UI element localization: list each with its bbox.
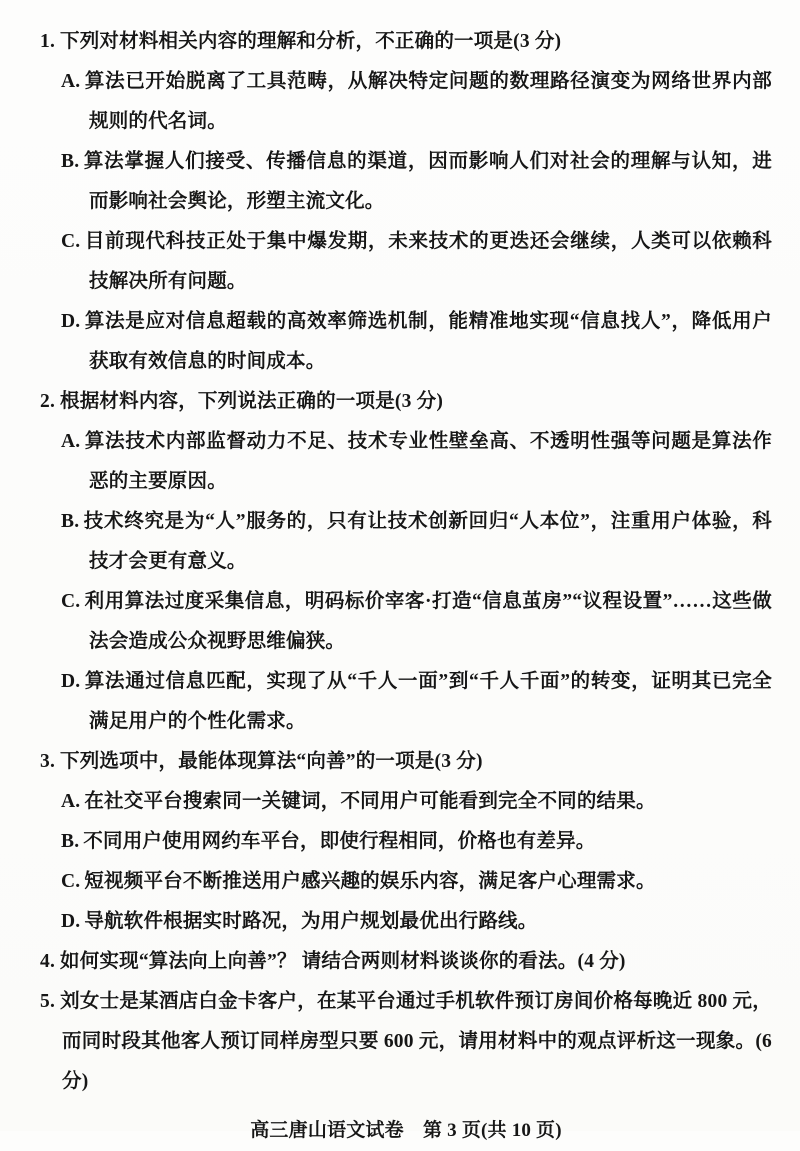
option-text: 目前现代科技正处于集中爆发期，未来技术的更迭还会继续，人类可以依赖科技解决所有问题。: [84, 231, 772, 292]
option-label: A.: [61, 431, 81, 452]
option-label: D.: [61, 311, 81, 332]
question-stem-text: 刘女士是某酒店白金卡客户，在某平台通过手机软件预订房间价格每晚近 800 元，而同时段其他客人预订同样房型只要 600 元，请用材料中的观点评析这一现象。(6 分): [60, 991, 772, 1092]
option-text: 算法通过信息匹配，实现了从“千人一面”到“千人千面”的转变，证明其已完全满足用户的个性化需求。: [84, 671, 772, 732]
option-3a: [61, 782, 772, 822]
option-3d: [61, 902, 772, 942]
option-text: 算法掌握人们接受、传播信息的渠道，因而影响人们对社会的理解与认知，进而影响社会舆论，形塑主流文化。: [83, 151, 772, 212]
option-3c: [61, 862, 772, 902]
question-stem: [40, 742, 772, 782]
question-number: 4.: [40, 951, 56, 972]
question-stem-text: 根据材料内容，下列说法正确的一项是(3 分): [60, 391, 444, 412]
option-label: D.: [61, 911, 81, 932]
option-label: A.: [61, 791, 81, 812]
option-text: 导航软件根据实时路况，为用户规划最优出行路线。: [84, 911, 538, 932]
option-label: B.: [61, 151, 80, 172]
option-text: 技术终究是为“人”服务的，只有让技术创新回归“人本位”，注重用户体验，科技才会更有意义。: [83, 511, 772, 572]
question-number: 1.: [40, 31, 56, 52]
option-text: 利用算法过度采集信息，明码标价宰客·打造“信息茧房”“议程设置”……这些做法会造成公众视野思维偏狭。: [84, 591, 772, 652]
question-stem: [40, 942, 772, 982]
option-1a: [61, 62, 772, 142]
option-text: 在社交平台搜索同一关键词，不同用户可能看到完全不同的结果。: [84, 791, 656, 812]
option-text: 不同用户使用网约车平台，即使行程相同，价格也有差异。: [83, 831, 596, 852]
option-1b: [61, 142, 772, 222]
option-text: 算法技术内部监督动力不足、技术专业性壁垒高、不透明性强等问题是算法作恶的主要原因。: [84, 431, 772, 492]
question-number: 5.: [40, 991, 56, 1012]
option-2c: [61, 582, 772, 662]
option-3b: [61, 822, 772, 862]
option-2d: [61, 662, 772, 742]
option-1d: [61, 302, 772, 382]
option-label: D.: [61, 671, 81, 692]
option-text: 算法是应对信息超载的高效率筛选机制，能精准地实现“信息找人”，降低用户获取有效信息的时间成本。: [84, 311, 772, 372]
page-footer: 高三唐山语文试卷 第 3 页(共 10 页): [250, 1120, 562, 1141]
option-text: 短视频平台不断推送用户感兴趣的娱乐内容，满足客户心理需求。: [84, 871, 656, 892]
question-5: [40, 982, 772, 1102]
question-stem: [40, 382, 772, 422]
option-label: C.: [61, 231, 81, 252]
question-number: 3.: [40, 751, 56, 772]
option-2b: [61, 502, 772, 582]
option-label: B.: [61, 511, 80, 532]
question-stem-text: 下列对材料相关内容的理解和分析，不正确的一项是(3 分): [60, 31, 562, 52]
option-2a: [61, 422, 772, 502]
question-stem: [40, 22, 772, 62]
option-label: C.: [61, 871, 81, 892]
question-stem: [40, 982, 772, 1102]
option-text: 算法已开始脱离了工具范畴，从解决特定问题的数理路径演变为网络世界内部规则的代名词。: [84, 71, 772, 132]
question-1: [40, 22, 772, 382]
question-3: [40, 742, 772, 942]
option-label: B.: [61, 831, 80, 852]
option-label: C.: [61, 591, 81, 612]
question-stem-text: 如何实现“算法向上向善”？ 请结合两则材料谈谈你的看法。(4 分): [60, 951, 626, 972]
question-stem-text: 下列选项中，最能体现算法“向善”的一项是(3 分): [60, 751, 483, 772]
option-1c: [61, 222, 772, 302]
option-label: A.: [61, 71, 81, 92]
question-number: 2.: [40, 391, 56, 412]
question-4: [40, 942, 772, 982]
exam-content: [40, 22, 772, 1151]
question-2: [40, 382, 772, 742]
